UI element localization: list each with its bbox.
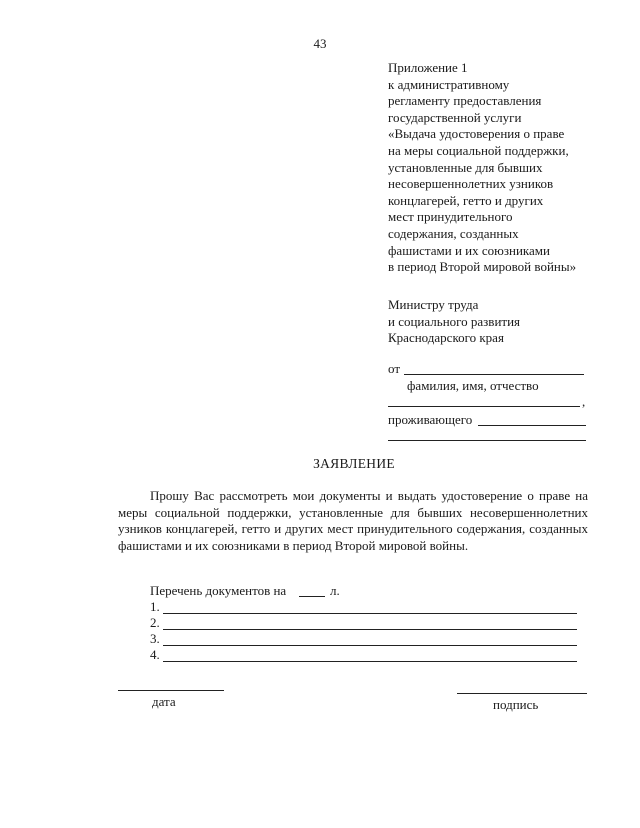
page-number: 43 [313,36,327,51]
document-item-line[interactable] [163,629,577,630]
appendix-line: Приложение 1 [388,60,468,75]
documents-label: Перечень документов на [150,583,287,598]
appendix-line: фашистами и их союзниками [388,242,550,258]
comma-mark: , [582,394,586,409]
document-item-number: 3. [150,631,160,646]
fio-caption: фамилия, имя, отчество [407,378,539,393]
appendix-line: «Выдача удостоверения о праве [388,126,565,142]
appendix-line: государственной услуги [388,109,522,125]
application-body [118,488,588,554]
addressee-block [388,297,520,347]
document-item-line[interactable] [163,613,577,614]
date-line[interactable] [118,690,224,691]
document-item-line[interactable] [163,645,577,646]
appendix-line: концлагерей, гетто и других [388,192,544,208]
documents-suffix: л. [330,583,340,598]
appendix-line: на меры социальной поддержки, [388,142,569,158]
application-text: Прошу Вас рассмотреть мои документы и выдать удостоверение о праве на меры социальной поддержки, установленные для бывших несовершеннолетних узников концлагерей, гетто и других мест принудительного содержания, созданных фашистами и их союзниками в период Второй мировой войны. [118,488,588,553]
addressee-line: Министру труда [388,297,479,312]
address-input-line[interactable] [478,425,586,426]
appendix-line: мест принудительного [388,209,513,225]
signature-caption: подпись [493,697,539,712]
date-caption: дата [152,694,176,709]
address-continuation-line[interactable] [388,440,586,441]
signature-line[interactable] [457,693,587,694]
appendix-line: к административному [388,76,510,92]
appendix-line: содержания, созданных [388,225,519,241]
document-item-number: 1. [150,599,160,614]
appendix-line: регламенту предоставления [388,93,542,109]
fio-input-line[interactable] [404,374,584,375]
document-item-number: 2. [150,615,160,630]
document-item-line[interactable] [163,661,577,662]
living-label: проживающего [388,412,473,427]
document-title: ЗАЯВЛЕНИЕ [313,456,395,471]
document-item-number: 4. [150,647,160,662]
appendix-line: установленные для бывших [388,159,543,175]
appendix-line: несовершеннолетних узников [388,176,554,192]
from-label: от [388,361,401,376]
fio-continuation-line[interactable] [388,406,580,407]
addressee-line: Краснодарского края [388,330,504,346]
documents-count-line[interactable] [299,596,325,597]
appendix-block [388,60,576,276]
appendix-line: в период Второй мировой войны» [388,259,577,275]
addressee-line: и социального развития [388,313,521,329]
